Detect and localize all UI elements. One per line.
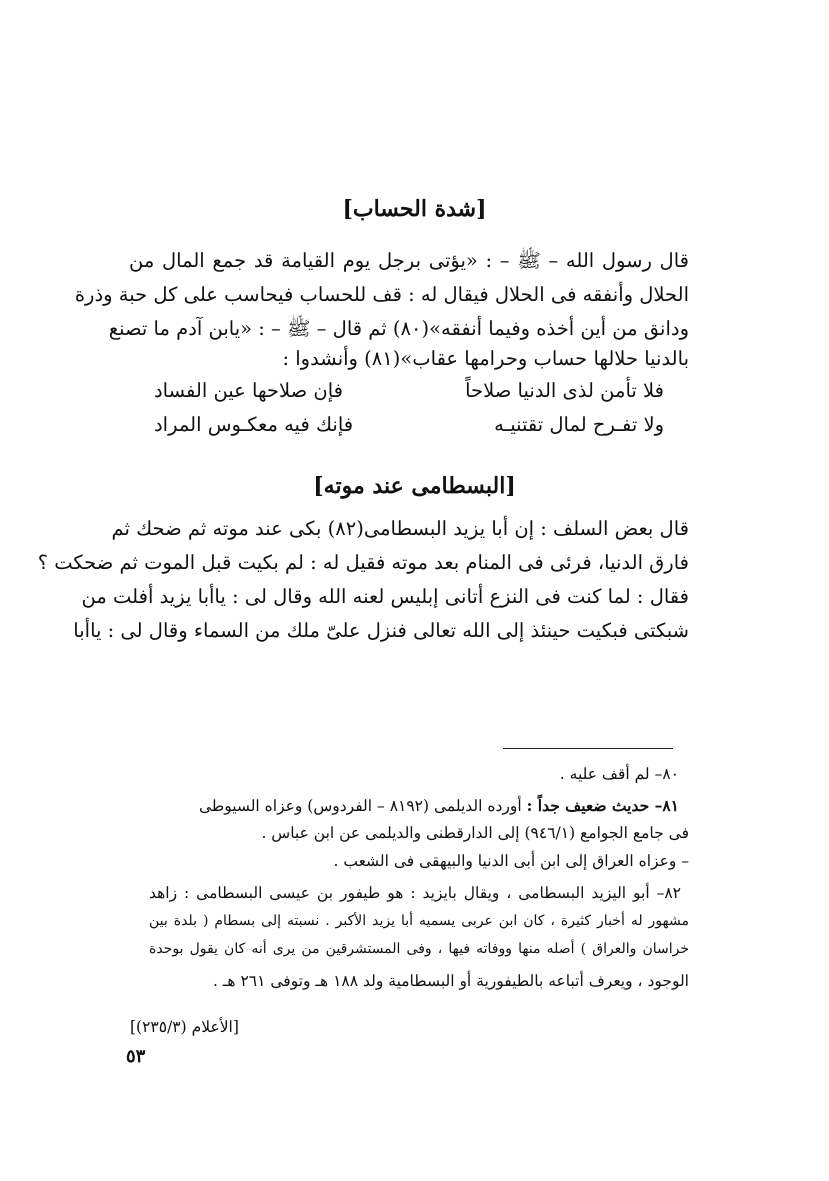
section-title-bistami: [البسطامى عند موته] [313,473,516,499]
paragraph-line: قال رسول الله – ﷺ – : «يؤتى برجل يوم القيامة قد جمع المال من [129,249,689,272]
section-title-hisab: [شدة الحساب] [342,196,487,222]
footnote-grade: ٨١– حديث ضعيف جداً : [526,796,679,815]
verse-hemistich: فإن صلاحها عين الفساد [154,379,343,402]
verse-hemistich: ولا تفـرح لمال تقتنيـه [494,413,664,436]
footnote-separator [503,748,673,749]
paragraph-line: ودانق من أين أخذه وفيما أنفقه»(٨٠) ثم قال – ﷺ – : «يابن آدم ما تصنع [108,317,689,340]
verse-hemistich: فلا تأمن لذى الدنيا صلاحاً [465,379,664,402]
footnote-text: أورده الديلمى (٨١٩٢ – الفردوس) وعزاه السيوطى [198,797,522,815]
footnote-line: فى جامع الجوامع (٩٤٦/١) إلى الدارقطنى والديلمى عن ابن عباس . [261,824,689,842]
footnote-line: مشهور له أخبار كثيرة ، كان ابن عربى يسميه أبا يزيد الأكبر . نسبته إلى بسطام ( بلدة بين [149,913,689,929]
poem-verse [154,379,664,402]
paragraph-line: الحلال وأنفقه فى الحلال فيقال له : قف للحساب فيحاسب على كل حبة وذرة [74,283,689,306]
footnote-81 [134,796,679,815]
paragraph-line: بالدنيا حلالها حساب وحرامها عقاب»(٨١) وأنشدوا : [282,347,689,370]
footnote-source-reference: [الأعلام (٢٣٥/٣)] [130,1018,239,1036]
paragraph-line: شبكتى فبكيت حينئذ إلى الله تعالى فنزل علىّ ملك من السماء وقال لى : ياأبا [73,619,689,642]
poem-verse [154,413,664,436]
footnote-line: الوجود ، ويعرف أتباعه بالطيفورية أو البسطامية ولد ١٨٨ هـ وتوفى ٢٦١ هـ . [212,972,689,990]
page-number: ٥٣ [126,1046,146,1067]
paragraph-line: فقال : لما كنت فى النزع أتانى إبليس لعنه الله وقال لى : ياأبا يزيد أفلت من [81,585,689,608]
paragraph-line: فارق الدنيا، فرئى فى المنام بعد موته فقيل له : لم بكيت قبل الموت ثم ضحكت ؟ [37,551,689,574]
footnote-line: خراسان والعراق ) أصله منها ووفاته فيها ، وفى المستشرقين من يرى أنه كان يقول بوحدة [149,941,689,957]
footnote-line: – وعزاه العراق إلى ابن أبى الدنيا والبيهقى فى الشعب . [333,852,689,870]
verse-hemistich: فإنك فيه معكـوس المراد [154,413,354,436]
footnote-82: ٨٢– أبو اليزيد البسطامى ، ويقال بايزيد : هو طيفور بن عيسى البسطامى : زاهد [149,884,681,902]
paragraph-line: قال بعض السلف : إن أبا يزيد البسطامى(٨٢) بكى عند موته ثم ضحك ثم [111,517,689,540]
footnote-80: ٨٠– لم أقف عليه . [559,765,679,783]
